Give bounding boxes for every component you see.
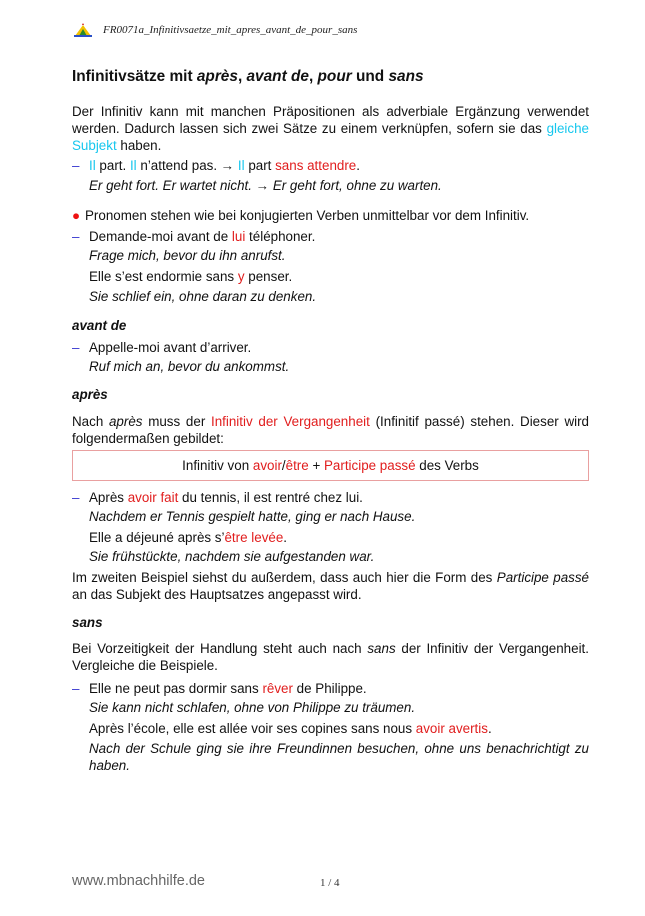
example-german: Sie kann nicht schlafen, ohne von Philippe zu träumen.: [89, 700, 416, 715]
section-heading-avant-de: avant de: [72, 318, 127, 333]
example-french: Après l’école, elle est allée voir ses copines sans nous avoir avertis.: [89, 721, 492, 736]
dash-marker: –: [72, 681, 80, 696]
example-french: Il part. Il n’attend pas. → Il part sans attendre.: [89, 158, 360, 173]
section-heading-apres: après: [72, 387, 108, 402]
example-german: Ruf mich an, bevor du ankommst.: [89, 359, 290, 374]
formula-box: Infinitiv von avoir/être + Participe passé des Verbs: [72, 450, 589, 481]
intro-paragraph: Der Infinitiv kann mit manchen Präpositionen als adverbiale Ergänzung verwendet werden. Dadurch lassen sich zwei Sätze zu einem verknüpfen, sofern sie das gleiche Subjekt haben.: [72, 104, 589, 153]
note-text: Pronomen stehen wie bei konjugierten Verben unmittelbar vor dem Infinitiv.: [85, 208, 530, 223]
example-german: Nachdem er Tennis gespielt hatte, ging er nach Hause.: [89, 509, 416, 524]
dash-marker: –: [72, 229, 80, 244]
example-french: Demande-moi avant de lui téléphoner.: [89, 229, 316, 244]
example-french: Elle s’est endormie sans y penser.: [89, 269, 293, 284]
example-french: Après avoir fait du tennis, il est rentré chez lui.: [89, 490, 363, 505]
dash-marker: –: [72, 340, 80, 355]
example-french: Elle a déjeuné après s’être levée.: [89, 530, 288, 545]
sans-paragraph: Bei Vorzeitigkeit der Handlung steht auch nach sans der Infinitiv der Vergangenheit. Vergleiche die Beispiele.: [72, 641, 589, 673]
logo-icon: [73, 23, 93, 37]
section-heading-sans: sans: [72, 615, 103, 630]
page-header: [73, 21, 357, 39]
example-german: Frage mich, bevor du ihn anrufst.: [89, 248, 286, 263]
page-number: 1 / 4: [320, 877, 340, 889]
footer-website: www.mbnachhilfe.de: [72, 873, 205, 889]
example-french: Appelle-moi avant d’arriver.: [89, 340, 252, 355]
dash-marker: –: [72, 158, 80, 173]
bullet-icon: ●: [72, 208, 81, 223]
example-french: Elle ne peut pas dormir sans rêver de Philippe.: [89, 681, 367, 696]
example-german: Sie schlief ein, ohne daran zu denken.: [89, 289, 317, 304]
document-filename: FR0071a_Infinitivsaetze_mit_apres_avant_de_pour_sans: [103, 23, 358, 36]
page-title: Infinitivsätze mit après, avant de, pour und sans: [72, 68, 424, 85]
apres-paragraph: Nach après muss der Infinitiv der Vergangenheit (Infinitif passé) stehen. Dieser wird folgendermaßen gebildet:: [72, 414, 589, 446]
example-german: Sie frühstückte, nachdem sie aufgestanden war.: [89, 549, 375, 564]
apres-note-paragraph: Im zweiten Beispiel siehst du außerdem, dass auch hier die Form des Participe passé an das Subjekt des Hauptsatzes angepasst wird.: [72, 570, 589, 602]
example-german: Er geht fort. Er wartet nicht. → Er geht fort, ohne zu warten.: [89, 178, 442, 193]
dash-marker: –: [72, 490, 80, 505]
example-german: Nach der Schule ging sie ihre Freundinnen besuchen, ohne uns benachrichtigt zu haben.: [89, 741, 589, 773]
